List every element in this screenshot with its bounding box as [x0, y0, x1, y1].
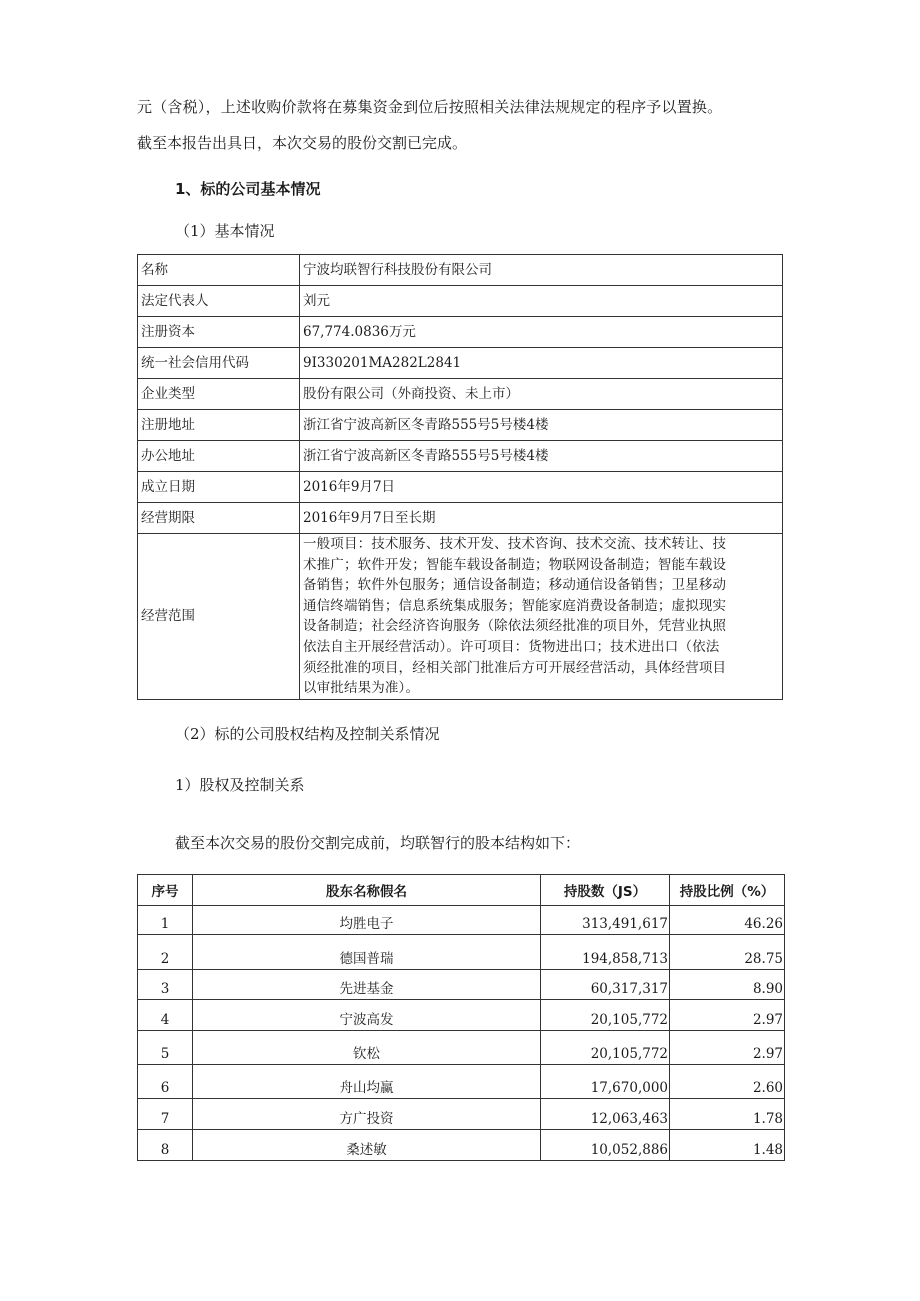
header-name: 股东名称假名 [193, 875, 541, 906]
info-key: 成立日期 [138, 472, 300, 503]
info-value: 宁波均联智行科技股份有限公司 [300, 255, 783, 286]
header-ratio: 持股比例（%） [670, 875, 785, 906]
table-row [138, 410, 783, 441]
table-row [138, 317, 783, 348]
row-ratio: 2.60 [670, 1065, 785, 1099]
info-key: 注册地址 [138, 410, 300, 441]
row-shares: 313,491,617 [541, 906, 670, 935]
info-key: 统一社会信用代码 [138, 348, 300, 379]
row-ratio: 2.97 [670, 1000, 785, 1031]
row-shares: 10,052,886 [541, 1130, 670, 1161]
info-value: 刘元 [300, 286, 783, 317]
header-shares: 持股数（JS） [541, 875, 670, 906]
info-value: 股份有限公司（外商投资、未上市） [300, 379, 783, 410]
info-key: 法定代表人 [138, 286, 300, 317]
row-name: 宁波高发 [193, 1000, 541, 1031]
row-shares: 60,317,317 [541, 970, 670, 1000]
business-scope-line: 以审批结果为准）。 [303, 680, 420, 697]
info-value: 67,774.0836万元 [300, 317, 783, 348]
table-row [138, 348, 783, 379]
table-row [138, 906, 785, 935]
table-row [138, 503, 783, 534]
row-ratio: 28.75 [670, 935, 785, 970]
row-no: 6 [138, 1065, 193, 1099]
business-scope-line: 一般项目：技术服务、技术开发、技术咨询、技术交流、技术转让、技 [303, 536, 727, 552]
row-name: 方广投资 [193, 1099, 541, 1130]
row-ratio: 8.90 [670, 970, 785, 1000]
row-no: 3 [138, 970, 193, 1000]
table-row [138, 379, 783, 410]
table-row [138, 1065, 785, 1099]
basic-info-table [137, 254, 783, 700]
table-row [138, 472, 783, 503]
business-scope-line: 术推广；软件开发；智能车载设备制造；物联网设备制造；智能车载设 [303, 556, 727, 573]
row-no: 2 [138, 935, 193, 970]
header-no: 序号 [138, 875, 193, 906]
business-scope-line: 须经批准的项目，经相关部门批准后方可开展经营活动，具体经营项目 [303, 659, 727, 676]
row-name: 舟山均赢 [193, 1065, 541, 1099]
row-no: 4 [138, 1000, 193, 1031]
table-row [138, 935, 785, 970]
row-name: 德国普瑞 [193, 935, 541, 970]
table-header-row [138, 875, 785, 906]
intro-line-2: 截至本报告出具日，本次交易的股份交割已完成。 [137, 134, 468, 152]
row-shares: 194,858,713 [541, 935, 670, 970]
section-1-title: 1、标的公司基本情况 [175, 180, 321, 198]
subsection-1-title: （1）基本情况 [175, 222, 275, 240]
table-row [138, 534, 783, 700]
info-key: 企业类型 [138, 379, 300, 410]
row-ratio: 46.26 [670, 906, 785, 935]
subsection-2-title: （2）标的公司股权结构及控制关系情况 [175, 725, 440, 743]
table-row [138, 1000, 785, 1031]
business-scope-line: 备销售；软件外包服务；通信设备制造；移动通信设备销售；卫星移动 [303, 577, 727, 594]
subsection-2-1-title: 1）股权及控制关系 [175, 776, 305, 794]
row-shares: 20,105,772 [541, 1031, 670, 1065]
info-value: 浙江省宁波高新区冬青路555号5号楼4楼 [300, 410, 783, 441]
info-key: 注册资本 [138, 317, 300, 348]
row-ratio: 1.78 [670, 1099, 785, 1130]
intro-line-1: 元（含税），上述收购价款将在募集资金到位后按照相关法律法规规定的程序予以置换。 [137, 98, 723, 116]
row-name: 钦松 [193, 1031, 541, 1065]
table-row [138, 970, 785, 1000]
table-row [138, 1099, 785, 1130]
business-scope-line: 通信终端销售；信息系统集成服务；智能家庭消费设备制造；虚拟现实 [303, 597, 727, 614]
row-shares: 12,063,463 [541, 1099, 670, 1130]
info-value: 浙江省宁波高新区冬青路555号5号楼4楼 [300, 441, 783, 472]
row-no: 1 [138, 906, 193, 935]
business-scope-value [300, 534, 783, 700]
table-row [138, 255, 783, 286]
row-no: 7 [138, 1099, 193, 1130]
row-ratio: 1.48 [670, 1130, 785, 1161]
business-scope-line: 依法自主开展经营活动）。许可项目：货物进出口；技术进出口（依法 [303, 638, 720, 655]
row-name: 桑述敏 [193, 1130, 541, 1161]
info-key: 办公地址 [138, 441, 300, 472]
share-structure-table [137, 874, 785, 1161]
info-value: 2016年9月7日至长期 [300, 503, 783, 534]
row-shares: 17,670,000 [541, 1065, 670, 1099]
info-key: 经营期限 [138, 503, 300, 534]
info-value: 9I330201MA282L2841 [300, 348, 783, 379]
table-row [138, 1031, 785, 1065]
row-shares: 20,105,772 [541, 1000, 670, 1031]
business-scope-line: 设备制造；社会经济咨询服务（除依法须经批准的项目外，凭营业执照 [303, 618, 727, 635]
table-row [138, 1130, 785, 1161]
row-name: 先进基金 [193, 970, 541, 1000]
row-name: 均胜电子 [193, 906, 541, 935]
info-key: 名称 [138, 255, 300, 286]
row-no: 5 [138, 1031, 193, 1065]
share-structure-intro: 截至本次交易的股份交割完成前，均联智行的股本结构如下： [175, 834, 581, 852]
business-scope-key: 经营范围 [138, 534, 300, 700]
table-row [138, 286, 783, 317]
row-no: 8 [138, 1130, 193, 1161]
table-row [138, 441, 783, 472]
info-value: 2016年9月7日 [300, 472, 783, 503]
row-ratio: 2.97 [670, 1031, 785, 1065]
